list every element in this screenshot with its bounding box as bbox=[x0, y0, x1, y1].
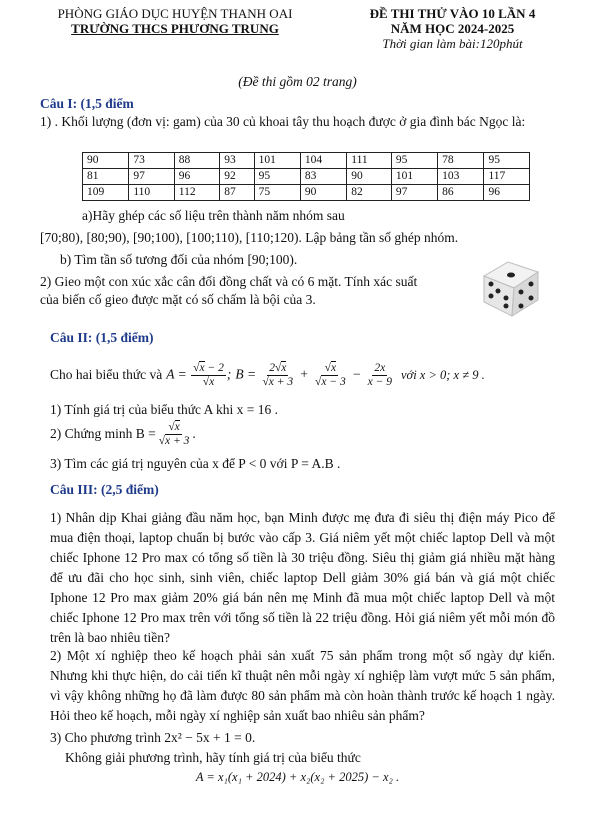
expr-a: A = $\frac{√x - 2}{√x}$ ; bbox=[166, 361, 232, 388]
table-cell: 95 bbox=[484, 153, 530, 169]
table-cell: 109 bbox=[83, 185, 129, 201]
table-row bbox=[83, 153, 530, 169]
q2-p3: 3) Tìm các giá trị nguyên của x để P < 0 với P = A.B . bbox=[50, 456, 341, 471]
header-left bbox=[40, 6, 310, 36]
q2-p2-row: 2) Chứng minh B = $\frac{√x}{√x + 3}$ . bbox=[50, 420, 196, 447]
table-cell: 83 bbox=[300, 169, 346, 185]
dept-name: PHÒNG GIÁO DỤC HUYỆN THANH OAI bbox=[57, 6, 293, 21]
dice-icon bbox=[478, 254, 546, 320]
q3-p3: 3) Cho phương trình 2x² − 5x + 1 = 0. bbox=[50, 730, 256, 745]
table-cell: 96 bbox=[484, 185, 530, 201]
q2-p2: 2) Chứng minh B = bbox=[50, 426, 156, 441]
exam-title: ĐỀ THI THỬ VÀO 10 LẦN 4 bbox=[369, 6, 536, 21]
table-cell: 86 bbox=[438, 185, 484, 201]
table-cell: 95 bbox=[254, 169, 300, 185]
table-cell: 104 bbox=[300, 153, 346, 169]
q3-p2: 2) Một xí nghiệp theo kế hoạch phải sản xuất 75 sản phẩm trong một số ngày dự kiến. Nhưng khi thực hiện, do cải tiến kĩ thuật nên mỗi ngày xí nghiệp làm vượt mức 5 sản phẩm, vì vậy không những họ đã làm được 80 sản phẩm mà còn hoàn thành trước kế hoạch 1 ngày. Hỏi theo kế hoạch, mỗi ngày xí nghiệp sản xuất bao nhiêu sản phẩm? bbox=[50, 648, 555, 723]
q2-expressions bbox=[50, 358, 560, 392]
table-cell: 97 bbox=[391, 185, 437, 201]
table-cell: 117 bbox=[484, 169, 530, 185]
table-cell: 101 bbox=[391, 169, 437, 185]
table-cell: 82 bbox=[347, 185, 392, 201]
q1-heading: Câu I: (1,5 điểm bbox=[40, 96, 134, 111]
table-cell: 73 bbox=[129, 153, 174, 169]
q1-p2-line1: 2) Gieo một con xúc xắc cân đối đồng chất và có 6 mặt. Tính xác suất bbox=[40, 274, 418, 289]
table-cell: 81 bbox=[83, 169, 129, 185]
q1-b: b) Tìm tần số tương đối của nhóm [90;100). bbox=[60, 252, 298, 267]
pages-note: (Đề thi gồm 02 trang) bbox=[238, 74, 357, 89]
q1-a-line1: a)Hãy ghép các số liệu trên thành năm nhóm sau bbox=[82, 208, 345, 223]
q1-a-line2: [70;80), [80;90), [90;100), [100;110), [110;120). Lập bảng tần số ghép nhóm. bbox=[40, 230, 459, 245]
header-right bbox=[330, 6, 575, 51]
table-cell: 75 bbox=[254, 185, 300, 201]
q3-expression: A = x₁(x₁ + 2024) + x₂(x₂ + 2025) − x₂ . bbox=[195, 770, 400, 784]
table-cell: 101 bbox=[254, 153, 300, 169]
school-name: TRƯỜNG THCS PHƯƠNG TRUNG bbox=[71, 21, 279, 36]
q1-p2-line2: của biến cố gieo được mặt có số chấm là bội của 3. bbox=[40, 292, 316, 307]
q2-condition: với x > 0; x ≠ 9 . bbox=[400, 367, 485, 382]
q2-p1: 1) Tính giá trị của biểu thức A khi x = 16 . bbox=[50, 402, 279, 417]
table-cell: 92 bbox=[220, 169, 254, 185]
table-cell: 110 bbox=[129, 185, 174, 201]
table-row bbox=[83, 185, 530, 201]
q3-heading: Câu III: (2,5 điểm) bbox=[50, 482, 159, 497]
q3-p3b: Không giải phương trình, hãy tính giá trị của biểu thức bbox=[65, 750, 361, 765]
table-cell: 95 bbox=[391, 153, 437, 169]
table-cell: 93 bbox=[220, 153, 254, 169]
q2-intro: Cho hai biểu thức và bbox=[50, 367, 163, 382]
table-cell: 97 bbox=[129, 169, 174, 185]
table-cell: 96 bbox=[174, 169, 219, 185]
table-cell: 90 bbox=[347, 169, 392, 185]
q3-p1: 1) Nhân dịp Khai giảng đầu năm học, bạn Minh được mẹ đưa đi siêu thị điện máy Pico để mua điện thoại, laptop chuẩn bị bước vào cấp 3. Giá niêm yết một chiếc laptop Dell và một chiếc Iphone 12 Pro max có tổng số tiền là 30 triệu đồng. Siêu thị giảm giá nhiều mặt hàng để ưu đãi cho học sinh, sinh viên, chiếc laptop Dell giảm 30% giá bán và giá một chiếc Iphone 12 Pro max giảm 20% giá bán nên mẹ Minh đã mua một chiếc laptop Dell và một chiếc Iphone 12 Pro max trên với tổng số tiền là 22 triệu đồng. Hỏi giá niêm yết mỗi món đồ trên là bao nhiêu tiền? bbox=[50, 510, 555, 645]
table-cell: 112 bbox=[174, 185, 219, 201]
table-cell: 111 bbox=[347, 153, 392, 169]
table-cell: 90 bbox=[300, 185, 346, 201]
school-year: NĂM HỌC 2024-2025 bbox=[390, 21, 515, 36]
q1-intro: 1) . Khối lượng (đơn vị: gam) của 30 củ khoai tây thu hoạch được ở gia đình bác Ngọc là: bbox=[40, 114, 526, 129]
table-cell: 78 bbox=[438, 153, 484, 169]
table-cell: 88 bbox=[174, 153, 219, 169]
data-table bbox=[82, 152, 530, 201]
table-cell: 90 bbox=[83, 153, 129, 169]
table-row bbox=[83, 169, 530, 185]
table-cell: 103 bbox=[438, 169, 484, 185]
exam-time: Thời gian làm bài:120phút bbox=[382, 36, 523, 51]
q2-heading: Câu II: (1,5 điểm) bbox=[50, 330, 154, 345]
table-cell: 87 bbox=[220, 185, 254, 201]
expr-b: B = $\frac{2√x}{√x + 3}$ + $\frac{√x}{√x - 3}$ − $\frac{2x}{x - 9}$ bbox=[235, 361, 392, 388]
